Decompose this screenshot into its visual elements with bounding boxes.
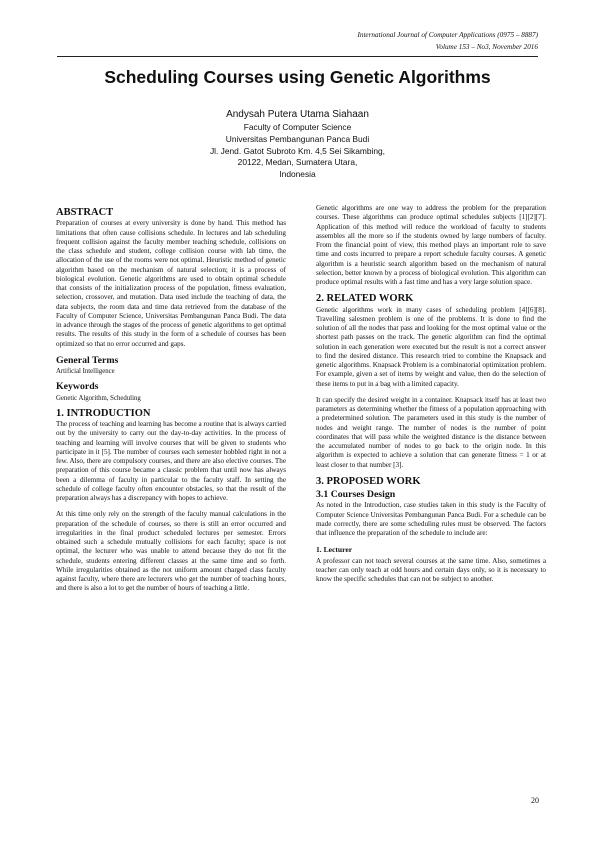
abstract-text: Preparation of courses at every university is done by hand. This method has limitations that often cause collisions schedule. In lectures and lab scheduling frequent collision against the faculty member teaching schedule, collisions on the class schedule and student, college collision course with lab time, the allocation of the use of the rooms were not optimal. Heuristic method of genetic algorithm based on the mechanism of natural selection; it is a process of biological evolution. Genetic algorithms are used to obtain optimal schedule that consists of the initialization process of the population, fitness evaluation, selection, crossover, and mutation. Data used include the teaching of data, the data subjects, the room data and time data retrieved from the database of the Faculty of Computer Science, Universitas Pembangunan Panca Budi. The data in advance through the stages of the process of genetic algorithms to get optimal results. The results of this study in the form of a schedule of courses has been optimized so that no error occurred and gaps. (56, 219, 286, 348)
abstract-heading: ABSTRACT (56, 207, 114, 218)
keywords-text: Genetic Algorithm, Scheduling (56, 394, 141, 402)
related-work-paragraph: It can specify the desired weight in a container. Knapsack itself has at least two parameters as determining whether the fitness of a population approaching with a predetermined solution. The parameters used in this study is the number of nodes and weight range. The number of nodes is the number of point coordinates that will pass while the weighted distance is the distance between the accumulated number of nodes to go back to the origin node. In this algorithm is expected to achieve a solution that can generate fitness = 1 or at least closer to that number [3]. (316, 395, 546, 469)
author-affiliation-line: 20122, Medan, Sumatera Utara, (237, 157, 358, 168)
header-rule (57, 56, 538, 57)
related-work-paragraph: Genetic algorithms work in many cases of scheduling problem [4][6][8]. Travelling salesmen problem is one of the problems. It is done to find the solution of all the nodes that pass and looking for the most optimal value or the shortest path passes on the track. The genetic algorithm can find the optimal solution in each generation were executed but the result is not a correct answer to find the desired distance. This research tried to combine the Knapsack and genetic algorithms. Knapsack Problem is a combinatorial optimization problem. For example, given a set of items by weight and value, then do the selection of these items to put in a bag with a limited capacity. (316, 305, 546, 388)
paper-title: Scheduling Courses using Genetic Algorithms (104, 67, 491, 87)
journal-volume: Volume 153 – No3, November 2016 (435, 43, 538, 51)
author-block (0, 108, 595, 181)
author-affiliation-line: Indonesia (279, 169, 316, 180)
general-terms-heading: General Terms (56, 354, 119, 366)
author-name: Andysah Putera Utama Siahaan (226, 109, 369, 120)
right-column (316, 204, 546, 591)
author-affiliation-line: Faculty of Computer Science (243, 122, 352, 132)
proposed-work-heading: 3. PROPOSED WORK (316, 475, 421, 487)
related-work-heading: 2. RELATED WORK (316, 293, 414, 305)
introduction-heading: 1. INTRODUCTION (56, 407, 151, 419)
author-affiliation-line: Jl. Jend. Gatot Subroto Km. 4,5 Sei Sikambing, (209, 145, 386, 156)
keywords-heading: Keywords (56, 381, 99, 393)
author-affiliation-line: Universitas Pembangunan Panca Budi (225, 133, 370, 144)
left-column (56, 204, 286, 601)
general-terms-text: Artificial Intelligence (56, 368, 115, 375)
courses-design-paragraph: As noted in the Introduction, case studies taken in this study is the Faculty of Computer Science Universitas Pembangunan Panca Budi. For a schedule can be made correctly, there are some scheduling rules must be observed. The factors that influence the preparation of the schedule to include are: (316, 501, 546, 537)
lecturer-heading: 1. Lecturer (316, 545, 353, 555)
journal-name: International Journal of Computer Applications (0975 – 8887) (357, 31, 538, 39)
lecturer-paragraph: A professor can not teach several courses at the same time. Also, sometimes a teacher can only teach at odd hours and certain days only, so it is necessary to know the specific schedules that can not be subject to another. (316, 556, 546, 583)
introduction-paragraph: At this time only rely on the strength of the faculty manual calculations in the preparation of the schedule of courses, so there is still an error occurred and irregularities in the final product scheduled lectures per semester. Errors obtained such a schedule mutually collisions for each faculty; space is not optimal, the lecturer who was unable to attend because they do not fit the schedule, students entering different classes at the same time and so forth. While irregularities obtained as the not uniform amount charged class faculty against faculty, where there are lecturers who get the number of teaching hours, and there is also a lot to get the number of hours of teaching a little. (56, 510, 286, 593)
introduction-paragraph: The process of teaching and learning has become a routine that is always carried out by the university to carry out the day-to-day activities. In the process of teaching and learning will involve courses that will be given to students who participate in it [5]. The number of courses each semester hobbled right in not a few. Also, there are compulsory courses, and there are also elective courses. The preparation of this course became a classic problem that until now has always been a dilemma of faculty in particular to the faculty staff. In setting the schedule of college faculty often encounter obstacles, so that the result of the preparation always has a discrepancy with hopes to achieve. (56, 420, 286, 502)
page-number: 20 (531, 796, 539, 805)
intro-continued-paragraph: Genetic algorithms are one way to address the problem for the preparation courses. These algorithms can produce optimal schedules subjects [1][2][7]. Application of this method will reduce the workload of faculty to students assembles all the more so if the students owned by large numbers of faculty. From the financial point of view, this method plays an important role to save time and costs incurred to prepare a report schedule faculty courses. A genetic algorithm is a heuristic search algorithm based on the mechanism of natural selection, better known by a process of biological evolution. This algorithm can produce optimal results with a fast time and has a very large solution space. (316, 204, 546, 286)
courses-design-heading: 3.1 Courses Design (316, 489, 396, 500)
